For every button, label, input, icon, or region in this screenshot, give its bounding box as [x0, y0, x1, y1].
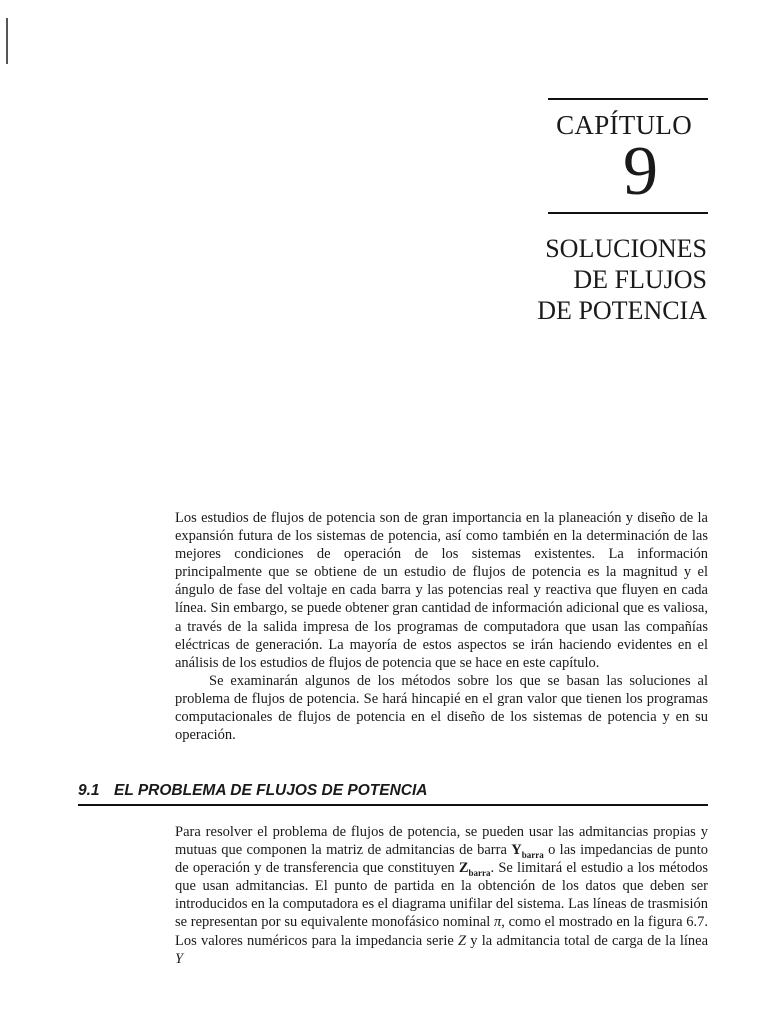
chapter-title-line: DE POTENCIA — [537, 296, 707, 325]
zbus-subscript: barra — [468, 868, 491, 879]
chapter-label: CAPÍTULO — [556, 110, 692, 140]
chapter-title-line: DE FLUJOS — [573, 265, 707, 294]
ybus-subscript: barra — [521, 849, 544, 860]
zbus-symbol: Z — [458, 860, 469, 877]
section-rule — [78, 804, 708, 806]
intro-paragraph: Los estudios de flujos de potencia son de gran importancia en la planeación y diseño de la expansión futura de los sistemas de potencia, así como también en la determinación de las mejores condiciones de operación de los sistemas existentes. La información principalmente que se obtiene de un estudio de flujos de potencia es la magnitud y el ángulo de fase del voltaje en cada barra y las potencias real y reactiva que fluyen en cada línea. Sin embargo, se puede obtener gran cantidad de información adicional que es valiosa, a través de la salida impresa de los programas de computadora que usan las compañías eléctricas de generación. La mayoría de estos aspectos se irán haciendo evidentes en el análisis de los estudios de flujos de potencia que se hace en este capítulo. — [175, 510, 708, 671]
chapter-title-line: SOLUCIONES — [545, 234, 707, 263]
y-symbol: Y — [175, 950, 184, 967]
section-title: EL PROBLEMA DE FLUJOS DE POTENCIA — [114, 782, 428, 799]
chapter-title — [500, 233, 707, 326]
pi-symbol: π — [494, 914, 502, 931]
chapter-top-rule — [548, 98, 708, 100]
ybus-symbol: Y — [511, 842, 522, 859]
intro-paragraph: Se examinarán algunos de los métodos sobre los que se basan las soluciones al problema de flujos de potencia. Se hará hincapié en el gran valor que tienen los programas computacionales de flujos de potencia en el diseño de los sistemas de potencia y en su operación. — [175, 672, 708, 744]
chapter-divider-rule — [548, 212, 708, 214]
z-symbol: Z — [457, 932, 467, 949]
section-number: 9.1 — [78, 782, 100, 799]
scan-edge-mark — [6, 18, 8, 64]
chapter-introduction — [175, 509, 708, 744]
section-heading — [78, 782, 708, 800]
chapter-number: 9 — [623, 133, 658, 210]
section-paragraph: Para resolver el problema de flujos de potencia, se pueden usar las admitancias propias y mutuas que componen la matriz de admitancias de barra $Y_{barra}$ o las impedancias de punto de operación y de transferencia que constituyen $Z_{barra}$. Se limitará el estudio a los métodos que usan admitancias. El punto de partida en la obtención de los datos que deben ser introducidos en la computadora es el diagrama unifilar del sistema. Las líneas de trasmisión se representan por su equivalente monofásico nominal π, como el mostrado en la figura 6.7. Los valores numéricos para la impedancia serie Z y la admitancia total de carga de la línea Y — [175, 824, 709, 967]
section-body — [175, 823, 708, 968]
